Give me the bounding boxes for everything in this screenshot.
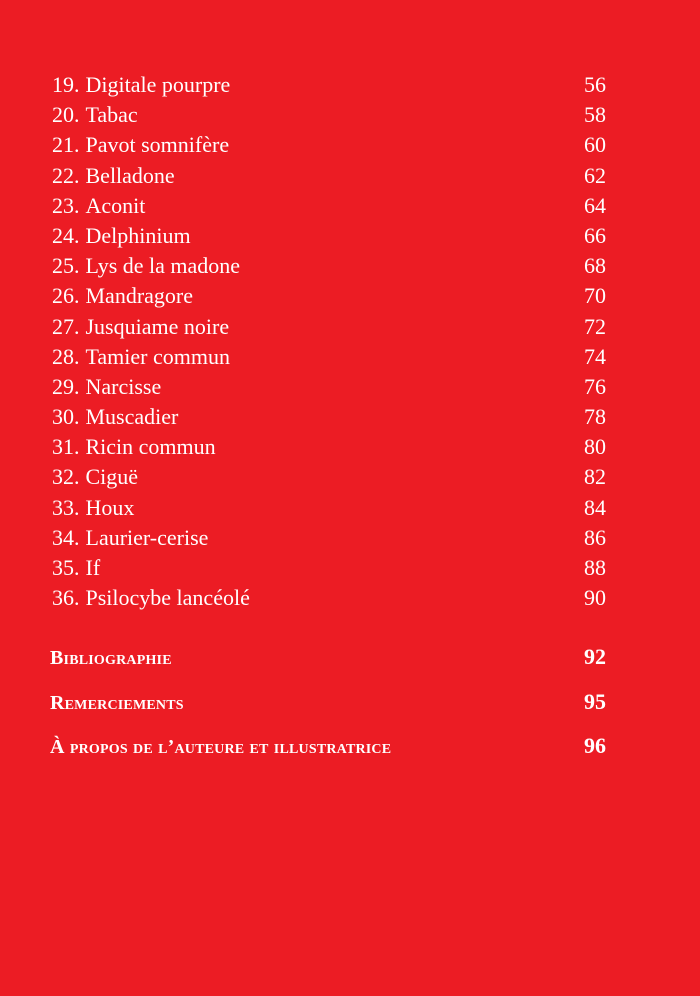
toc-entry-label	[52, 130, 229, 160]
toc-entry[interactable]	[52, 281, 606, 311]
toc-entry-label	[52, 372, 161, 402]
toc-entry-label	[52, 251, 240, 281]
toc-entry-label	[52, 432, 216, 462]
toc-entry-page: 58	[584, 102, 606, 128]
toc-entry-page: 74	[584, 343, 606, 369]
toc-entry-page: 62	[584, 162, 606, 188]
toc-section-remerciements[interactable]	[50, 685, 606, 730]
toc-entry-title: Ricin commun	[85, 434, 216, 460]
toc-entry-number: 33.	[52, 494, 80, 520]
toc-entry-label	[52, 100, 138, 130]
toc-entry-label	[52, 402, 178, 432]
toc-entry-title: Ciguë	[85, 464, 139, 490]
toc-entry-number: 20.	[52, 102, 80, 128]
toc-entry-label	[52, 281, 193, 311]
toc-entry[interactable]	[52, 312, 606, 342]
toc-entry-title: Aconit	[85, 192, 146, 218]
toc-entry-label	[52, 342, 230, 372]
toc-entry-title: Narcisse	[85, 373, 162, 399]
toc-entry-number: 32.	[52, 464, 80, 490]
toc-entry-number: 30.	[52, 404, 80, 430]
toc-entry[interactable]	[52, 493, 606, 523]
toc-entry-title: Lys de la madone	[85, 253, 241, 279]
toc-entry[interactable]	[52, 221, 606, 251]
toc-entry-label	[52, 523, 208, 553]
toc-entry-number: 35.	[52, 555, 80, 580]
toc-entry-number: 24.	[52, 222, 80, 248]
toc-entry[interactable]	[52, 583, 606, 613]
toc-entry-title: Pavot somnifère	[85, 132, 230, 158]
section-page: 96	[584, 733, 606, 758]
toc-entry-label	[52, 70, 230, 100]
toc-entry-title: Muscadier	[85, 404, 179, 430]
toc-entry-number: 25.	[52, 253, 80, 279]
section-title: Bibliographie	[50, 647, 172, 669]
toc-entry-label	[52, 191, 145, 221]
toc-entry-page: 56	[584, 72, 606, 97]
toc-list	[52, 70, 606, 613]
toc-entry-title: Delphinium	[85, 222, 191, 248]
toc-entry[interactable]	[52, 100, 606, 130]
toc-entry-number: 26.	[52, 283, 80, 309]
toc-section-bibliographie[interactable]	[50, 640, 606, 685]
toc-entry-label	[52, 493, 134, 523]
toc-entry-page: 72	[584, 313, 606, 339]
toc-entry[interactable]	[52, 372, 606, 402]
section-page: 95	[584, 688, 606, 714]
toc-entry-page: 78	[584, 404, 606, 430]
toc-entry-title: Houx	[85, 494, 135, 520]
toc-entry-label	[52, 221, 191, 251]
toc-entry-title: Jusquiame noire	[85, 313, 230, 339]
toc-entry-number: 27.	[52, 313, 80, 339]
toc-entry-label	[52, 553, 100, 583]
toc-entry[interactable]	[52, 553, 606, 583]
toc-entry-page: 68	[584, 253, 606, 279]
toc-entry-page: 90	[584, 585, 606, 611]
toc-entry-label	[52, 462, 138, 492]
toc-entry-page: 76	[584, 373, 606, 399]
toc-entry-number: 22.	[52, 162, 80, 188]
toc-entry-number: 19.	[52, 72, 80, 97]
toc-entry-page: 88	[584, 555, 606, 580]
toc-entry[interactable]	[52, 342, 606, 372]
toc-entry[interactable]	[52, 462, 606, 492]
toc-entry-label	[52, 312, 229, 342]
toc-entry-number: 31.	[52, 434, 80, 460]
toc-entry-page: 84	[584, 494, 606, 520]
toc-entry[interactable]	[52, 251, 606, 281]
toc-entry-title: If	[85, 555, 101, 580]
toc-entry[interactable]	[52, 523, 606, 553]
toc-entry-number: 28.	[52, 343, 80, 369]
toc-entry-title: Tamier commun	[85, 343, 230, 369]
toc-entry-page: 66	[584, 222, 606, 248]
toc-entry[interactable]	[52, 191, 606, 221]
toc-entry[interactable]	[52, 402, 606, 432]
toc-entry-title: Tabac	[85, 102, 138, 128]
toc-entry-title: Mandragore	[85, 283, 194, 309]
toc-entry-title: Psilocybe lancéolé	[85, 585, 250, 611]
toc-sections	[50, 640, 606, 774]
toc-entry-number: 23.	[52, 192, 80, 218]
toc-entry-page: 82	[584, 464, 606, 490]
section-title: À propos de l’auteure et illustratrice	[50, 736, 392, 758]
toc-entry-label	[52, 161, 175, 191]
toc-entry[interactable]	[52, 70, 606, 100]
toc-entry[interactable]	[52, 432, 606, 462]
toc-entry-page: 60	[584, 132, 606, 158]
toc-entry-title: Digitale pourpre	[85, 72, 231, 97]
toc-entry-page: 80	[584, 434, 606, 460]
toc-entry-number: 34.	[52, 524, 80, 550]
section-page: 92	[584, 644, 606, 669]
toc-entry[interactable]	[52, 161, 606, 191]
toc-entry-title: Belladone	[85, 162, 175, 188]
toc-entry-number: 21.	[52, 132, 80, 158]
toc-entry-title: Laurier-cerise	[85, 524, 209, 550]
toc-entry-page: 70	[584, 283, 606, 309]
section-title: Remerciements	[50, 691, 184, 714]
toc-section-a-propos[interactable]	[50, 729, 606, 774]
toc-entry-page: 86	[584, 524, 606, 550]
toc-entry-number: 36.	[52, 585, 80, 611]
toc-entry-number: 29.	[52, 373, 80, 399]
toc-entry-page: 64	[584, 192, 606, 218]
toc-entry-label	[52, 583, 250, 613]
toc-entry[interactable]	[52, 130, 606, 160]
